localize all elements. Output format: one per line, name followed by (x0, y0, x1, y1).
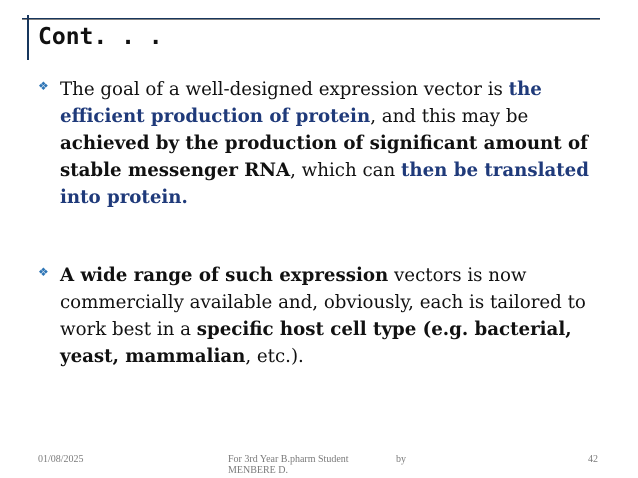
title-accent-horizontal-shadow (22, 19, 600, 20)
bullet-2-segment-4: , etc.). (245, 346, 304, 367)
bullet-text-2 (60, 262, 598, 370)
bullet-2-segment-3: specific host cell type (e.g. bacterial, yeast, mammalian (60, 319, 572, 367)
slide-title: Cont. . . (38, 24, 163, 50)
footer-page-number: 42 (588, 454, 598, 465)
bullet-1-segment-1: The goal of a well-designed expression vector is (60, 79, 509, 100)
footer-course-line: For 3rd Year B.pharm Student (228, 454, 349, 465)
diamond-bullet-icon: ❖ (38, 79, 49, 93)
bullet-item-2 (38, 262, 598, 370)
footer-date: 01/08/2025 (38, 454, 84, 465)
footer-by: by (396, 454, 406, 465)
title-accent-vertical-line (27, 15, 29, 60)
bullet-text-1 (60, 76, 598, 211)
diamond-bullet-icon: ❖ (38, 265, 49, 279)
bullet-1-segment-3: , and this may be (370, 106, 529, 127)
footer-author-name: MENBERE D. (228, 465, 288, 476)
bullet-item-1 (38, 76, 598, 211)
bullet-2-segment-2: vectors is now commercially available and, obviously, each is tailored to work best in a (60, 265, 586, 340)
bullet-2-segment-1: A wide range of such expression (60, 265, 389, 286)
bullet-1-segment-6: then be translated into protein. (60, 160, 589, 208)
bullet-1-segment-5: , which can (290, 160, 401, 181)
footer-author-info (228, 454, 438, 476)
bullet-1-segment-2: the efficient production of protein (60, 79, 542, 127)
bullet-1-segment-4: achieved by the production of significant amount of stable messenger RNA (60, 133, 588, 181)
